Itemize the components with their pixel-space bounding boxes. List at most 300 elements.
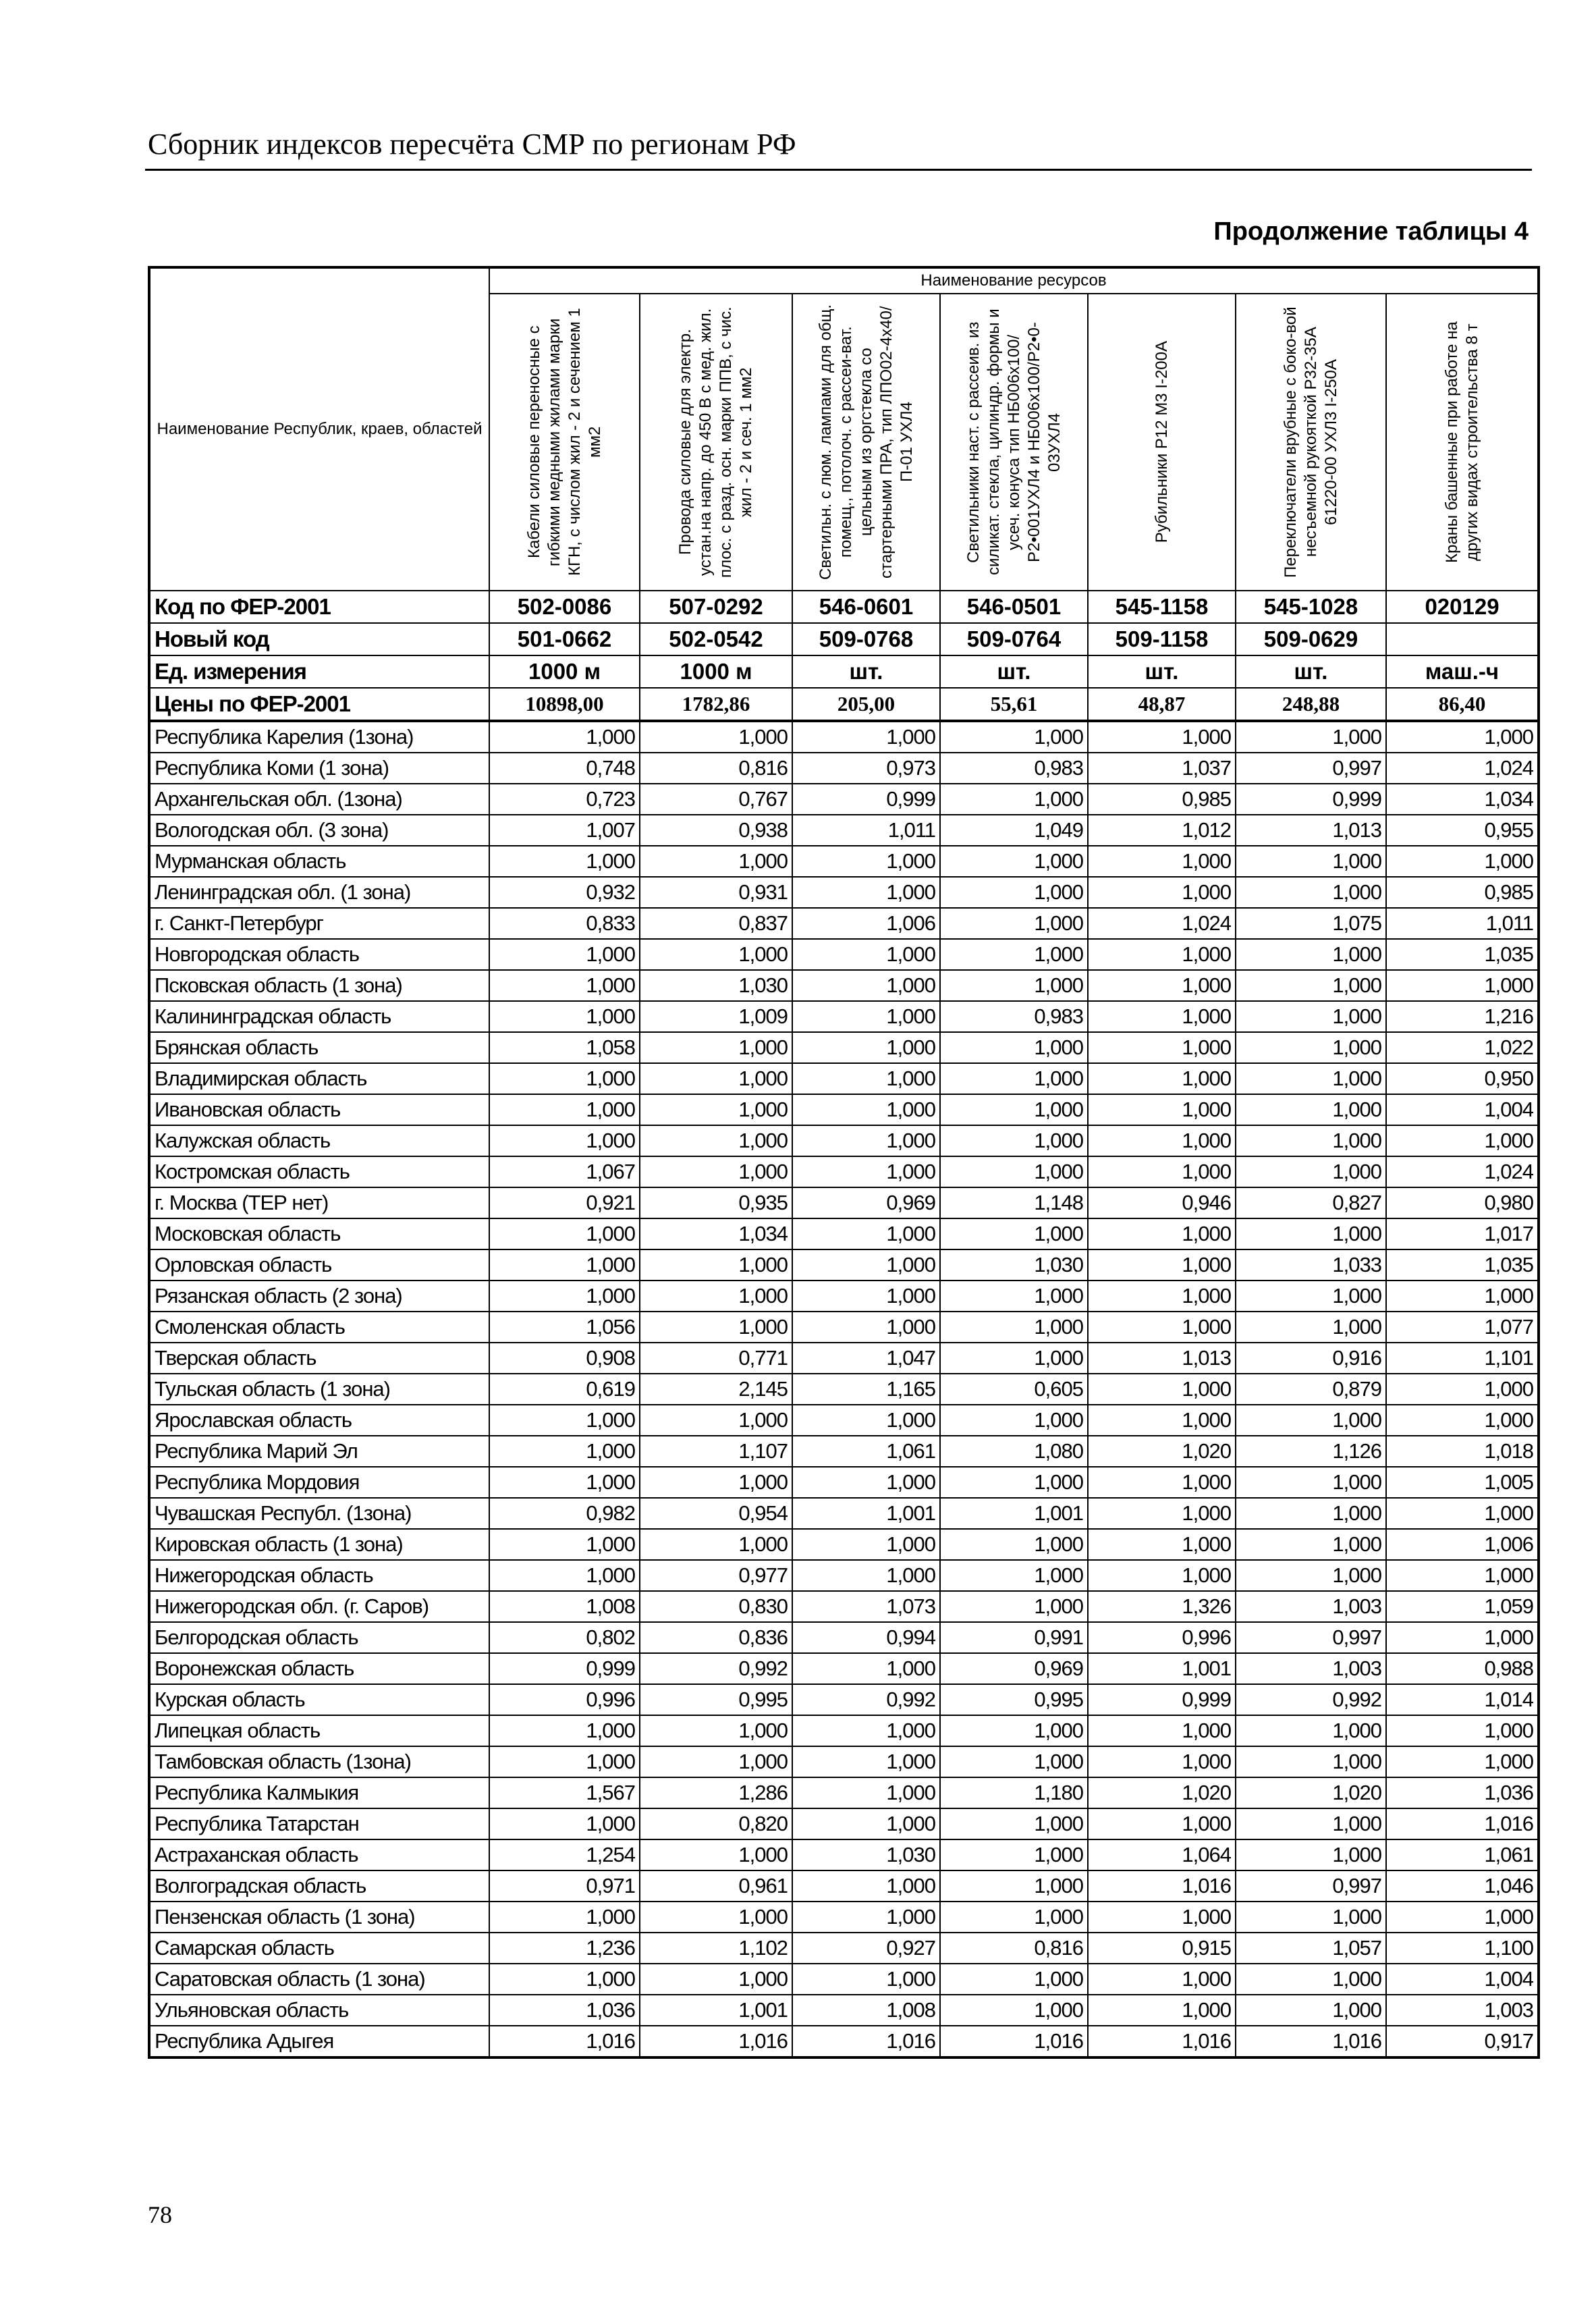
region-name: Мурманская область [149,846,489,877]
region-name: г. Санкт-Петербург [149,908,489,939]
index-value: 1,000 [1088,1312,1236,1343]
index-value: 1,000 [1386,1715,1539,1746]
region-name: г. Москва (ТЕР нет) [149,1187,489,1218]
index-value: 1,000 [1236,1995,1386,2026]
index-value: 1,000 [1236,1529,1386,1560]
index-value: 1,000 [940,1032,1088,1063]
resource-column-label: Кабели силовые переносные с гибкими медными жилами марки КГН, с числом жил - 2 и сечением 1 мм2 [524,308,604,576]
index-value: 1,003 [1236,1591,1386,1622]
index-value: 0,931 [640,877,792,908]
index-value: 1,058 [489,1032,640,1063]
code-cell [1386,623,1539,655]
index-value: 0,816 [940,1933,1088,1964]
index-value: 1,064 [1088,1839,1236,1870]
index-value: 1,000 [1088,1746,1236,1777]
index-value: 1,000 [792,1218,940,1249]
index-value: 1,020 [1088,1436,1236,1467]
table-row [149,1032,1539,1063]
index-value: 1,075 [1236,908,1386,939]
table-continuation-label: Продолжение таблицы 4 [1213,217,1529,246]
index-value: 1,000 [792,1715,940,1746]
index-value: 1,000 [640,939,792,970]
index-value: 1,000 [940,1094,1088,1125]
resource-column-label: Рубильники Р12 М3 I-200А [1152,341,1171,543]
index-value: 1,000 [940,1125,1088,1156]
index-value: 0,995 [940,1684,1088,1715]
table-row [149,1808,1539,1839]
index-value: 1,000 [940,1343,1088,1374]
table-row [149,1249,1539,1281]
index-value: 1,000 [1088,1995,1236,2026]
index-value: 1,000 [940,1560,1088,1591]
region-name: Республика Адыгея [149,2026,489,2057]
index-value: 0,605 [940,1374,1088,1405]
index-value: 1,020 [1236,1777,1386,1808]
table-row [149,1560,1539,1591]
index-value: 1,000 [1236,1839,1386,1870]
index-value: 1,000 [640,1094,792,1125]
index-value: 1,000 [792,1125,940,1156]
index-value: 1,000 [1088,721,1236,753]
index-value: 1,000 [489,1125,640,1156]
code-cell: 502-0542 [640,623,792,655]
index-value: 1,000 [1088,1156,1236,1187]
index-value: 1,126 [1236,1436,1386,1467]
index-value: 1,000 [792,1281,940,1312]
code-row [149,655,1539,688]
region-name: Курская область [149,1684,489,1715]
page-number: 78 [148,2201,172,2228]
table-row [149,1125,1539,1156]
code-row [149,591,1539,623]
region-name: Воронежская область [149,1653,489,1684]
index-value: 1,000 [940,1156,1088,1187]
index-value: 1,000 [1236,939,1386,970]
index-value: 1,100 [1386,1933,1539,1964]
index-value: 1,000 [489,1746,640,1777]
region-name: Псковская область (1 зона) [149,970,489,1001]
index-value: 1,216 [1386,1001,1539,1032]
index-value: 0,820 [640,1808,792,1839]
code-cell: 10898,00 [489,688,640,721]
index-value: 1,000 [640,1964,792,1995]
index-value: 1,236 [489,1933,640,1964]
table-row [149,1436,1539,1467]
index-value: 1,000 [1236,1218,1386,1249]
index-value: 1,003 [1386,1995,1539,2026]
region-name: Самарская область [149,1933,489,1964]
code-cell: 509-0768 [792,623,940,655]
code-cell: 248,88 [1236,688,1386,721]
index-value: 1,000 [1386,1374,1539,1405]
index-value: 0,988 [1386,1653,1539,1684]
table-row [149,1622,1539,1653]
code-cell: 502-0086 [489,591,640,623]
index-value: 1,000 [1386,1560,1539,1591]
index-value: 1,000 [489,1218,640,1249]
index-value: 1,034 [640,1218,792,1249]
index-value: 1,000 [940,1746,1088,1777]
region-name: Нижегородская обл. (г. Саров) [149,1591,489,1622]
index-value: 1,046 [1386,1870,1539,1902]
code-cell: 1000 м [640,655,792,688]
index-value: 1,000 [1386,1622,1539,1653]
resource-column-header [1236,294,1386,591]
index-value: 1,000 [1088,1125,1236,1156]
index-value: 1,000 [1236,1281,1386,1312]
code-row-label: Код по ФЕР-2001 [149,591,489,623]
code-cell: 1782,86 [640,688,792,721]
index-value: 1,000 [940,1063,1088,1094]
index-value: 1,107 [640,1436,792,1467]
index-value: 1,000 [1236,1560,1386,1591]
index-value: 1,001 [792,1498,940,1529]
index-value: 0,971 [489,1870,640,1902]
index-value: 1,000 [1386,1405,1539,1436]
code-cell: 501-0662 [489,623,640,655]
index-value: 1,007 [489,815,640,846]
region-name: Орловская область [149,1249,489,1281]
index-value: 1,000 [640,846,792,877]
table-row [149,753,1539,784]
table-row [149,1498,1539,1529]
index-value: 0,997 [1236,1622,1386,1653]
table-row [149,1156,1539,1187]
index-value: 1,000 [940,1870,1088,1902]
code-row-label: Цены по ФЕР-2001 [149,688,489,721]
table-row [149,1870,1539,1902]
index-value: 1,000 [1088,846,1236,877]
index-value: 0,915 [1088,1933,1236,1964]
index-value: 1,000 [940,1218,1088,1249]
region-name: Липецкая область [149,1715,489,1746]
index-value: 1,005 [1386,1467,1539,1498]
index-value: 0,980 [1386,1187,1539,1218]
region-name: Смоленская область [149,1312,489,1343]
index-value: 1,000 [940,1808,1088,1839]
document-title: Сборник индексов пересчёта СМР по регионам РФ [148,128,796,161]
index-value: 1,006 [1386,1529,1539,1560]
index-value: 1,000 [792,1560,940,1591]
index-value: 1,000 [1088,1218,1236,1249]
resource-column-header [489,294,640,591]
index-value: 1,000 [640,1529,792,1560]
index-value: 1,000 [1236,1808,1386,1839]
index-value: 2,145 [640,1374,792,1405]
index-value: 1,000 [1386,1902,1539,1933]
index-value: 1,000 [792,1249,940,1281]
table-row [149,877,1539,908]
index-value: 1,036 [489,1995,640,2026]
index-value: 1,000 [940,1529,1088,1560]
table-row [149,970,1539,1001]
region-name: Ивановская область [149,1094,489,1125]
table-row [149,1312,1539,1343]
index-value: 0,932 [489,877,640,908]
index-value: 1,036 [1386,1777,1539,1808]
resource-column-header [792,294,940,591]
index-value: 1,000 [1088,877,1236,908]
index-value: 1,013 [1236,815,1386,846]
index-value: 1,000 [1088,1405,1236,1436]
resource-column-label: Светильники наст. с рассеив. из силикат. стекла, цилиндр. формы и усеч. конуса тип НБ006х100/Р2•001УХЛ4 и НБ006х100/Р2•0-03УХЛ4 [964,308,1064,576]
index-value: 1,000 [1088,1281,1236,1312]
table-row [149,1281,1539,1312]
index-value: 1,080 [940,1436,1088,1467]
index-value: 0,767 [640,784,792,815]
index-value: 1,000 [489,1436,640,1467]
code-cell: 546-0601 [792,591,940,623]
index-value: 1,001 [940,1498,1088,1529]
index-value: 0,999 [792,784,940,815]
index-value: 1,000 [640,1032,792,1063]
index-value: 1,016 [940,2026,1088,2057]
index-value: 1,000 [792,1902,940,1933]
index-value: 0,723 [489,784,640,815]
index-value: 1,000 [1236,1902,1386,1933]
index-value: 1,000 [1386,1498,1539,1529]
region-name: Калужская область [149,1125,489,1156]
index-value: 1,000 [792,1094,940,1125]
region-name: Республика Мордовия [149,1467,489,1498]
index-value: 1,101 [1386,1343,1539,1374]
index-value: 1,000 [792,1001,940,1032]
region-name: Республика Марий Эл [149,1436,489,1467]
index-value: 0,983 [940,1001,1088,1032]
index-value: 1,000 [1236,1467,1386,1498]
region-name: Республика Коми (1 зона) [149,753,489,784]
index-value: 1,016 [489,2026,640,2057]
index-value: 1,000 [489,1964,640,1995]
region-name: Астраханская область [149,1839,489,1870]
index-value: 0,927 [792,1933,940,1964]
index-value: 1,000 [1088,1715,1236,1746]
index-value: 1,000 [1236,970,1386,1001]
code-cell: 545-1158 [1088,591,1236,623]
index-value: 1,000 [1088,1063,1236,1094]
index-value: 1,057 [1236,1933,1386,1964]
index-value: 1,016 [792,2026,940,2057]
index-value: 0,955 [1386,815,1539,846]
table-row [149,846,1539,877]
region-name: Тульская область (1 зона) [149,1374,489,1405]
index-value: 1,000 [489,1808,640,1839]
index-value: 1,000 [489,721,640,753]
index-value: 1,000 [940,939,1088,970]
index-value: 1,000 [1088,1467,1236,1498]
index-value: 0,999 [1088,1684,1236,1715]
index-value: 0,997 [1236,753,1386,784]
table-row [149,1218,1539,1249]
index-value: 1,000 [1386,846,1539,877]
region-name: Республика Карелия (1зона) [149,721,489,753]
index-value: 0,938 [640,815,792,846]
table-row [149,1715,1539,1746]
region-name: Республика Татарстан [149,1808,489,1839]
index-value: 0,908 [489,1343,640,1374]
index-value: 1,000 [489,1560,640,1591]
index-value: 1,018 [1386,1436,1539,1467]
index-value: 1,000 [792,939,940,970]
code-row [149,688,1539,721]
table-row [149,908,1539,939]
index-value: 1,016 [1236,2026,1386,2057]
index-value: 0,961 [640,1870,792,1902]
index-value: 0,982 [489,1498,640,1529]
index-value: 1,000 [1088,1560,1236,1591]
code-row-label: Ед. измерения [149,655,489,688]
index-value: 0,827 [1236,1187,1386,1218]
index-value: 0,969 [792,1187,940,1218]
table-row [149,1653,1539,1684]
index-value: 1,000 [1088,1094,1236,1125]
index-value: 0,833 [489,908,640,939]
code-cell: 509-1158 [1088,623,1236,655]
index-value: 1,000 [1088,1032,1236,1063]
index-value: 1,030 [640,970,792,1001]
code-cell: 507-0292 [640,591,792,623]
code-cell: шт. [1088,655,1236,688]
index-value: 1,000 [792,970,940,1001]
index-value: 1,000 [940,877,1088,908]
index-value: 1,012 [1088,815,1236,846]
table-row [149,784,1539,815]
index-value: 1,020 [1088,1777,1236,1808]
table-row [149,1374,1539,1405]
index-value: 1,004 [1386,1094,1539,1125]
code-cell: 546-0501 [940,591,1088,623]
table-row [149,1343,1539,1374]
index-value: 1,000 [1236,1746,1386,1777]
index-value: 1,000 [1236,1498,1386,1529]
code-cell: 86,40 [1386,688,1539,721]
index-value: 1,022 [1386,1032,1539,1063]
resources-group-header: Наименование ресурсов [489,267,1539,294]
index-value: 1,000 [489,846,640,877]
region-name: Вологодская обл. (3 зона) [149,815,489,846]
code-cell: 205,00 [792,688,940,721]
index-value: 1,000 [792,1964,940,1995]
region-name: Новгородская область [149,939,489,970]
index-value: 1,030 [792,1839,940,1870]
region-name: Ленинградская обл. (1 зона) [149,877,489,908]
index-value: 0,619 [489,1374,640,1405]
index-value: 1,011 [792,815,940,846]
code-cell: 020129 [1386,591,1539,623]
index-value: 1,000 [940,1964,1088,1995]
index-value: 1,000 [489,1405,640,1436]
index-value: 1,000 [792,1777,940,1808]
code-cell: шт. [1236,655,1386,688]
region-name: Кировская область (1 зона) [149,1529,489,1560]
resource-column-label: Светильн. с люм. лампами для общ. помещ., потолоч. с рассеи-ват. цельным из оргстекла со стартерными ПРА, тип ЛПО02-4х40/П-01 УХЛ4 [816,304,916,581]
index-value: 1,000 [489,1529,640,1560]
index-value: 1,000 [489,1715,640,1746]
table-row [149,1964,1539,1995]
code-cell: 55,61 [940,688,1088,721]
index-value: 0,771 [640,1343,792,1374]
index-value: 1,000 [792,1032,940,1063]
index-value: 1,000 [640,1312,792,1343]
index-value: 1,033 [1236,1249,1386,1281]
region-name: Волгоградская область [149,1870,489,1902]
code-cell: 48,87 [1088,688,1236,721]
index-value: 1,000 [640,1715,792,1746]
resource-column-label: Краны башенные при работе на других видах строительства 8 т [1442,321,1481,563]
index-value: 1,001 [1088,1653,1236,1684]
resource-column-header [940,294,1088,591]
index-value: 0,992 [1236,1684,1386,1715]
region-name: Костромская область [149,1156,489,1187]
index-value: 0,836 [640,1622,792,1653]
table-row [149,1839,1539,1870]
index-value: 0,995 [640,1684,792,1715]
index-value: 1,000 [489,1467,640,1498]
index-value: 1,000 [940,1312,1088,1343]
table-row [149,1995,1539,2026]
index-value: 1,016 [640,2026,792,2057]
index-value: 1,000 [940,1839,1088,1870]
index-value: 0,879 [1236,1374,1386,1405]
index-value: 1,000 [792,1312,940,1343]
table-row [149,2026,1539,2057]
index-value: 1,000 [489,1001,640,1032]
index-value: 0,983 [940,753,1088,784]
table-row [149,1591,1539,1622]
table-row [149,1684,1539,1715]
index-value: 1,011 [1386,908,1539,939]
index-value: 1,000 [792,1870,940,1902]
index-value: 1,000 [1088,1964,1236,1995]
index-value: 1,000 [792,1746,940,1777]
index-value: 1,000 [489,1063,640,1094]
resource-column-label: Переключатели врубные с боко-вой несъемной рукояткой Р32-35А 61220-00 УХЛ3 I-250А [1281,306,1340,578]
index-value: 1,014 [1386,1684,1539,1715]
index-value: 1,000 [792,1808,940,1839]
index-value: 1,000 [940,721,1088,753]
table-row [149,1777,1539,1808]
region-name: Владимирская область [149,1063,489,1094]
index-value: 1,000 [1386,1746,1539,1777]
region-name: Пензенская область (1 зона) [149,1902,489,1933]
code-cell: 545-1028 [1236,591,1386,623]
index-value: 1,049 [940,815,1088,846]
index-value: 1,102 [640,1933,792,1964]
index-value: 1,000 [1088,1001,1236,1032]
index-value: 1,000 [640,1125,792,1156]
table-row [149,1187,1539,1218]
region-name: Московская область [149,1218,489,1249]
index-value: 1,000 [1088,1498,1236,1529]
index-value: 1,035 [1386,1249,1539,1281]
code-cell: 1000 м [489,655,640,688]
index-value: 1,000 [940,1405,1088,1436]
region-name: Республика Калмыкия [149,1777,489,1808]
index-value: 1,000 [1386,1125,1539,1156]
index-value: 0,748 [489,753,640,784]
resource-column-header [640,294,792,591]
index-value: 1,000 [640,1249,792,1281]
index-value: 0,816 [640,753,792,784]
index-value: 1,000 [640,1281,792,1312]
index-value: 0,999 [1236,784,1386,815]
index-value: 1,000 [640,1063,792,1094]
index-value: 1,000 [792,1063,940,1094]
index-value: 0,997 [1236,1870,1386,1902]
region-name: Тамбовская область (1зона) [149,1746,489,1777]
index-value: 1,003 [1236,1653,1386,1684]
index-value: 1,034 [1386,784,1539,815]
